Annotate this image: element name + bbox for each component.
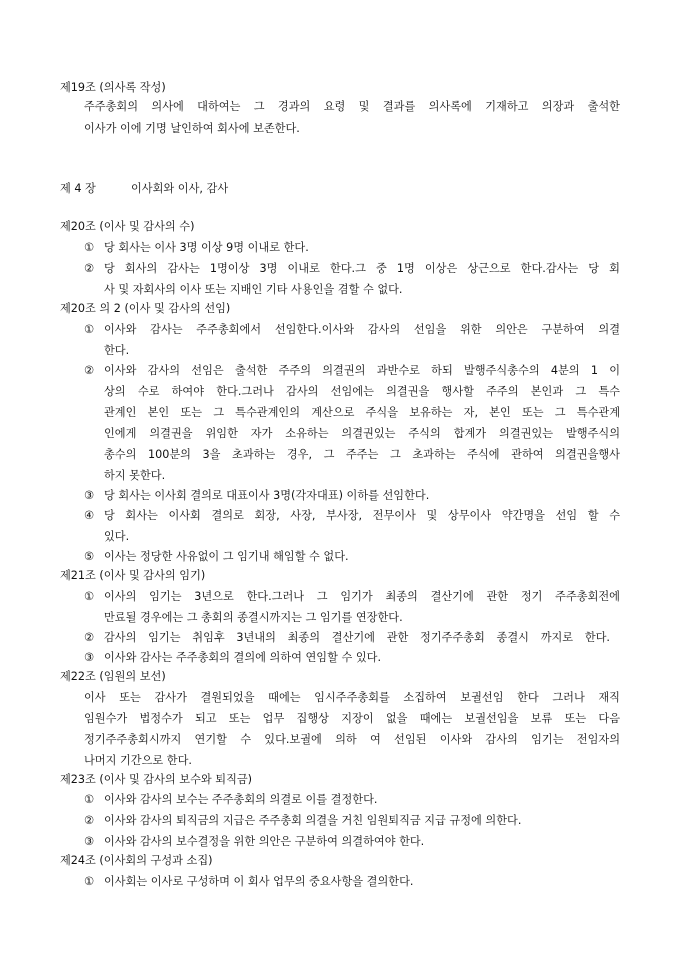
article-23-item-1-marker: ① [84,793,95,806]
article-22-body-line-1: 이사 또는 감사가 결원되었을 때에는 임시주주총회를 소집하여 보궐선임 한다 그러나 재직 [84,691,620,704]
article-20-item-2-marker: ② [84,262,95,275]
article-23-item-1-line-1: 이사와 감사의 보수는 주주총회의 의결로 이를 결정한다. [104,793,378,806]
article-20-item-1-line-1: 당 회사는 이사 3명 이상 9명 이내로 한다. [104,241,309,254]
article-22-heading: 제22조 (임원의 보선) [60,670,166,683]
article-23-item-2-line-1: 이사와 감사의 퇴직금의 지급은 주주총회 의결을 거친 임원퇴직금 지급 규정에 의한다. [104,814,522,827]
article-20-2-item-5-line-1: 이사는 정당한 사유없이 그 임기내 해임할 수 없다. [104,550,349,563]
article-23-heading: 제23조 (이사 및 감사의 보수와 퇴직금) [60,773,253,786]
article-23-item-2-marker: ② [84,814,95,827]
article-24-item-1-line-1: 이사회는 이사로 구성하며 이 회사 업무의 중요사항을 결의한다. [104,875,414,888]
chapter-4-title: 이사회와 이사, 감사 [131,182,229,195]
article-19-body-line-2: 이사가 이에 기명 날인하여 회사에 보존한다. [84,122,300,135]
article-24-item-1-marker: ① [84,875,95,888]
article-20-2-item-5-marker: ⑤ [84,550,95,563]
article-22-body-line-2: 임원수가 법정수가 되고 또는 업무 집행상 지장이 없을 때에는 보궐선임을 보류 또는 다음 [84,712,620,725]
article-20-2-item-1-marker: ① [84,323,95,336]
article-20-item-2-line-2: 사 및 자회사의 이사 또는 지배인 기타 사용인을 겸할 수 없다. [104,283,403,296]
article-20-2-item-2-line-6: 하지 못한다. [104,469,166,482]
article-21-item-2-line-1: 감사의 임기는 취임후 3년내의 최종의 결산기에 관한 정기주주총회 종결시 까지로 한다. [104,631,610,644]
article-20-2-item-2-line-5: 총수의 100분의 3을 초과하는 경우, 그 주주는 그 초과하는 주식에 관하여 의결권을행사 [104,448,620,461]
article-20-2-item-4-marker: ④ [84,509,95,522]
article-20-2-item-4-line-1: 당 회사는 이사회 결의로 회장, 사장, 부사장, 전무이사 및 상무이사 약간명을 선임 할 수 [104,509,620,522]
article-23-item-3-marker: ③ [84,835,95,848]
article-21-item-2-marker: ② [84,631,95,644]
article-20-2-item-2-line-1: 이사와 감사의 선임은 출석한 주주의 의결권의 과반수로 하되 발행주식총수의 4분의 1 이 [104,364,620,377]
article-21-item-1-marker: ① [84,590,95,603]
article-20-2-item-2-line-4: 인에게 의결권을 위임한 자가 소유하는 의결권있는 주식의 합계가 의결권있는 발행주식의 [104,427,620,440]
article-20-2-item-1-line-2: 한다. [104,344,130,357]
article-20-2-heading: 제20조 의 2 (이사 및 감사의 선임) [60,302,231,315]
article-24-heading: 제24조 (이사회의 구성과 소집) [60,854,213,867]
article-20-2-item-4-line-2: 있다. [104,530,130,543]
article-20-item-1-marker: ① [84,241,95,254]
article-20-2-item-3-line-1: 당 회사는 이사회 결의로 대표이사 3명(각자대표) 이하를 선임한다. [104,489,430,502]
article-22-body-line-4: 나머지 기간으로 한다. [84,754,192,767]
article-23-item-3-line-1: 이사와 감사의 보수결정을 위한 의안은 구분하여 의결하여야 한다. [104,835,425,848]
article-20-item-2-line-1: 당 회사의 감사는 1명이상 3명 이내로 한다.그 중 1명 이상은 상근으로 한다.감사는 당 회 [104,262,620,275]
article-20-2-item-2-marker: ② [84,364,95,377]
article-20-2-item-3-marker: ③ [84,489,95,502]
article-20-2-item-2-line-2: 상의 수로 하여야 한다.그러나 감사의 선임에는 의결권을 행사할 주주의 본인과 그 특수 [104,385,620,398]
article-21-item-3-line-1: 이사와 감사는 주주총회의 결의에 의하여 연임할 수 있다. [104,651,382,664]
article-19-heading: 제19조 (의사록 작성) [60,81,166,94]
article-21-item-3-marker: ③ [84,651,95,664]
article-21-item-1-line-1: 이사의 임기는 3년으로 한다.그러나 그 임기가 최종의 결산기에 관한 정기 주주총회전에 [104,590,620,603]
article-20-heading: 제20조 (이사 및 감사의 수) [60,220,195,233]
article-21-item-1-line-2: 만료될 경우에는 그 총회의 종결시까지는 그 임기를 연장한다. [104,611,403,624]
article-20-2-item-2-line-3: 관계인 본인 또는 그 특수관계인의 계산으로 주식을 보유하는 자, 본인 또는 그 특수관계 [104,406,620,419]
article-20-2-item-1-line-1: 이사와 감사는 주주총회에서 선임한다.이사와 감사의 선임을 위한 의안은 구분하여 의결 [104,323,620,336]
article-21-heading: 제21조 (이사 및 감사의 임기) [60,569,206,582]
chapter-4-number: 제 4 장 [60,182,96,195]
article-19-body-line-1: 주주총회의 의사에 대하여는 그 경과의 요령 및 결과를 의사록에 기재하고 의장과 출석한 [84,100,620,113]
article-22-body-line-3: 정기주주총회시까지 연기할 수 있다.보궐에 의하 여 선임된 이사와 감사의 임기는 전임자의 [84,733,620,746]
